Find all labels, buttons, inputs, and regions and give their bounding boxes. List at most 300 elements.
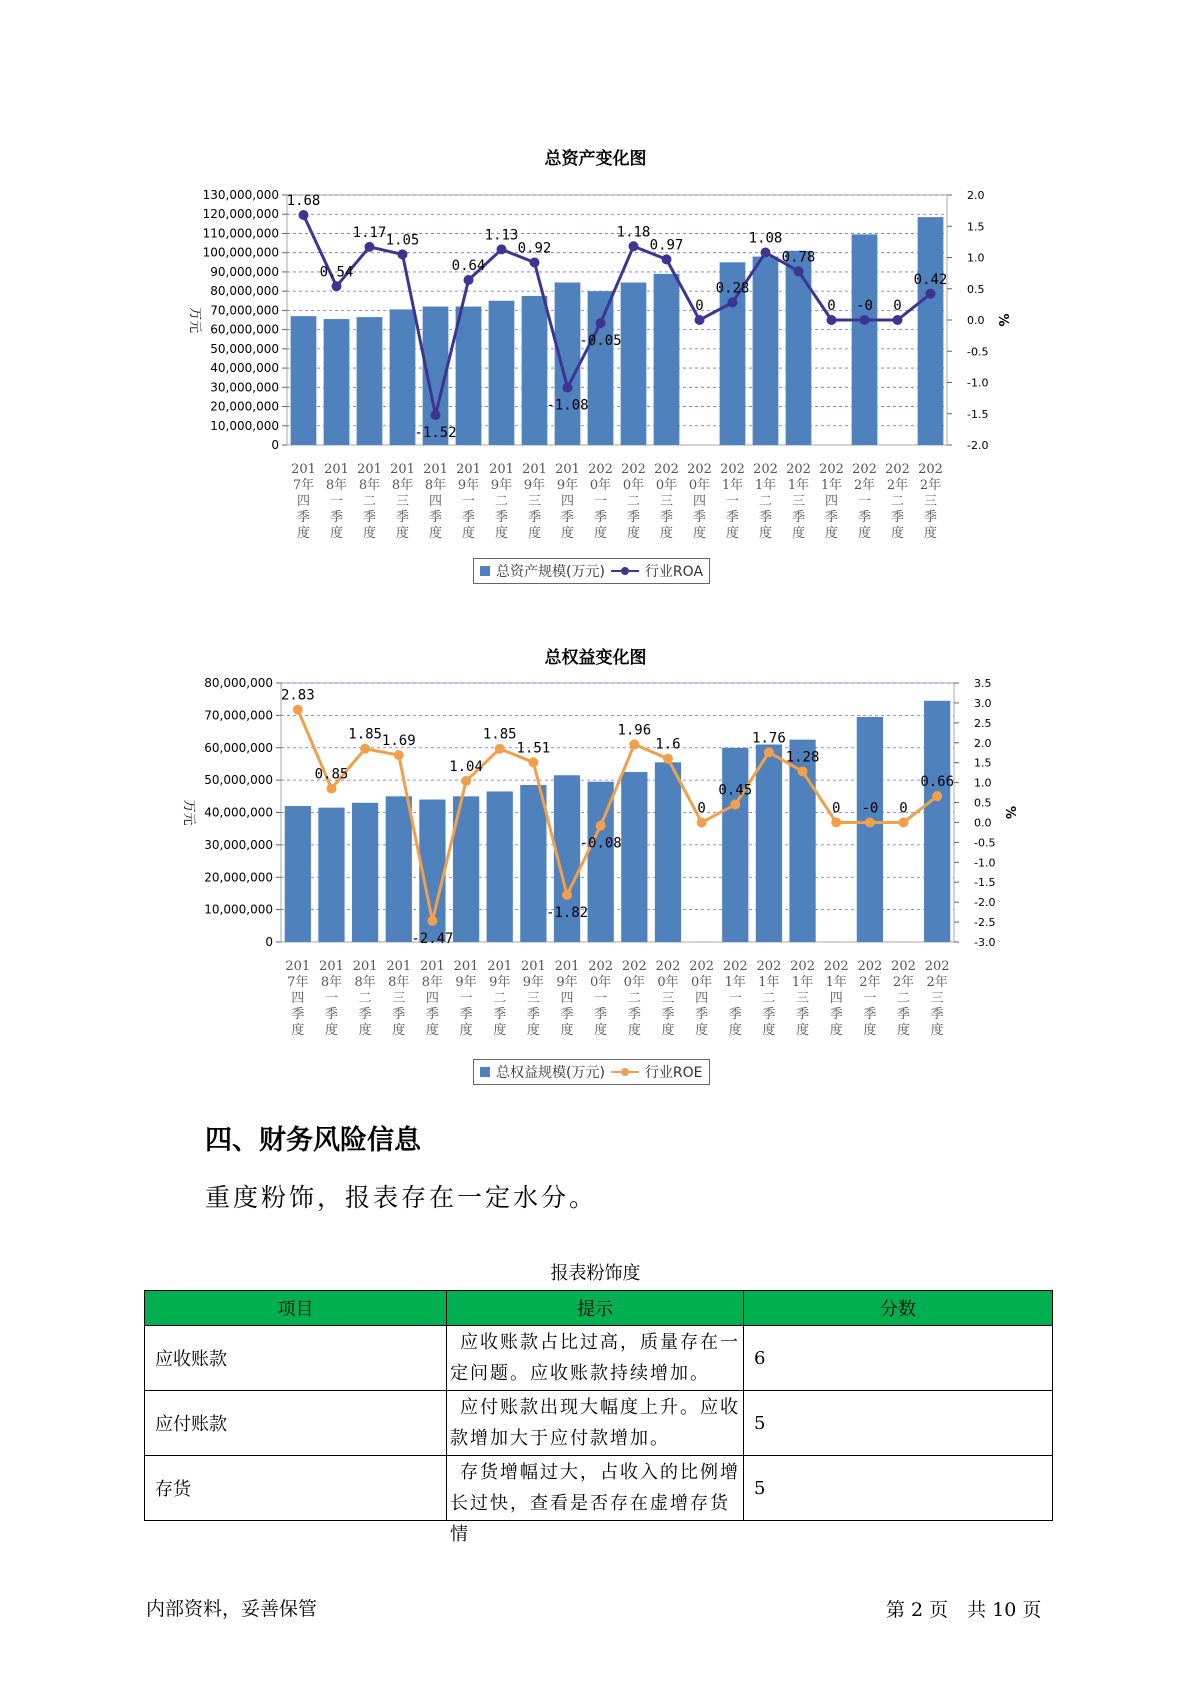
risk-summary: 重度粉饰，报表存在一定水分。 bbox=[205, 1183, 598, 1212]
data-label: -1.08 bbox=[546, 397, 589, 414]
x-tick-label: 四 bbox=[829, 991, 843, 1006]
line-point bbox=[663, 754, 673, 764]
x-tick-label: 季 bbox=[594, 1007, 608, 1022]
x-tick-label: 1年 bbox=[758, 975, 780, 990]
y2-axis-label: % bbox=[1002, 805, 1017, 820]
line-point bbox=[764, 747, 774, 757]
y-tick-label: 20,000,000 bbox=[204, 870, 273, 885]
x-tick-label: 度 bbox=[593, 526, 608, 541]
x-tick-label: 季 bbox=[796, 1007, 810, 1022]
x-tick-label: 度 bbox=[291, 1023, 305, 1038]
legend-bar-swatch bbox=[480, 566, 490, 576]
row-score: 5 bbox=[744, 1391, 1053, 1456]
x-tick-label: 季 bbox=[494, 510, 509, 525]
x-tick-label: 二 bbox=[890, 494, 905, 509]
x-tick-label: 2年 bbox=[886, 478, 909, 493]
x-tick-label: 202 bbox=[924, 959, 950, 974]
y2-tick-label: -2.5 bbox=[974, 916, 996, 930]
x-tick-label: 202 bbox=[918, 462, 943, 477]
x-tick-label: 季 bbox=[627, 1007, 641, 1022]
x-tick-label: 季 bbox=[863, 1007, 877, 1022]
data-label: -2.47 bbox=[411, 930, 454, 947]
x-tick-label: 0年 bbox=[657, 975, 679, 990]
x-tick-label: 201 bbox=[420, 959, 445, 974]
line-point bbox=[893, 315, 903, 325]
x-tick-label: 202 bbox=[720, 462, 745, 477]
x-tick-label: 一 bbox=[594, 991, 608, 1006]
x-tick-label: 8年 bbox=[325, 478, 348, 493]
y-tick-label: 70,000,000 bbox=[204, 708, 273, 723]
x-tick-label: 201 bbox=[487, 959, 513, 974]
x-tick-label: 二 bbox=[626, 494, 641, 509]
line-point bbox=[563, 383, 573, 393]
x-tick-label: 季 bbox=[661, 1007, 675, 1022]
x-tick-label: 四 bbox=[291, 991, 305, 1006]
y2-tick-label: 1.0 bbox=[967, 251, 985, 265]
x-tick-label: 季 bbox=[728, 1007, 742, 1022]
row-hint-text: 应收账款占比过高，质量存在一定问题。应收账款持续增加。 bbox=[450, 1332, 740, 1384]
line-point bbox=[860, 315, 870, 325]
x-tick-label: 一 bbox=[329, 494, 344, 509]
x-tick-label: 一 bbox=[461, 494, 476, 509]
x-tick-label: 1年 bbox=[820, 478, 843, 493]
x-tick-label: 8年 bbox=[388, 975, 410, 990]
data-label: 0.28 bbox=[715, 280, 750, 297]
y-tick-label: 0 bbox=[271, 438, 279, 452]
legend-line-label: 行业ROA bbox=[644, 564, 704, 580]
x-tick-label: 四 bbox=[425, 991, 439, 1006]
x-tick-label: 度 bbox=[923, 526, 938, 541]
x-tick-label: 二 bbox=[897, 991, 911, 1006]
chart-title-total-equity: 总权益变化图 bbox=[544, 648, 647, 668]
x-tick-label: 度 bbox=[857, 526, 872, 541]
x-tick-label: 度 bbox=[594, 1023, 608, 1038]
x-tick-label: 二 bbox=[494, 494, 509, 509]
y2-tick-label: 2.0 bbox=[967, 189, 985, 202]
x-tick-label: 二 bbox=[493, 991, 507, 1006]
y-tick-label: 90,000,000 bbox=[210, 264, 279, 279]
bar bbox=[456, 307, 482, 445]
x-tick-label: 三 bbox=[659, 494, 674, 509]
x-tick-label: 度 bbox=[395, 526, 410, 541]
x-tick-label: 季 bbox=[459, 1007, 473, 1022]
x-tick-label: 8年 bbox=[391, 478, 414, 493]
x-tick-label: 度 bbox=[890, 526, 905, 541]
bar bbox=[520, 785, 546, 942]
line-point bbox=[596, 318, 606, 328]
bar bbox=[352, 803, 378, 942]
x-tick-label: 度 bbox=[358, 1023, 372, 1038]
bar bbox=[390, 309, 416, 445]
legend-bar-label: 总权益规模(万元) bbox=[496, 1065, 605, 1081]
y-tick-label: 80,000,000 bbox=[204, 676, 273, 690]
x-tick-label: 202 bbox=[588, 959, 614, 974]
line-point bbox=[495, 744, 505, 754]
x-tick-label: 9年 bbox=[523, 478, 546, 493]
data-label: 1.68 bbox=[286, 193, 321, 209]
x-tick-label: 季 bbox=[659, 510, 674, 525]
x-tick-label: 季 bbox=[329, 510, 344, 525]
x-tick-label: 8年 bbox=[358, 478, 381, 493]
x-tick-label: 9年 bbox=[455, 975, 477, 990]
x-tick-label: 2年 bbox=[892, 975, 915, 990]
x-tick-label: 三 bbox=[527, 494, 542, 509]
y-tick-label: 130,000,000 bbox=[202, 188, 279, 202]
bar bbox=[285, 806, 311, 942]
x-tick-label: 1年 bbox=[825, 975, 847, 990]
line-point bbox=[831, 817, 841, 827]
x-tick-label: 季 bbox=[358, 1007, 372, 1022]
data-label: 1.85 bbox=[348, 726, 382, 743]
x-tick-label: 202 bbox=[588, 462, 613, 477]
x-tick-label: 度 bbox=[329, 526, 344, 541]
line-point bbox=[695, 315, 705, 325]
bar bbox=[318, 808, 344, 942]
line-point bbox=[827, 315, 837, 325]
y-tick-label: 50,000,000 bbox=[204, 773, 273, 788]
data-label: -1.82 bbox=[545, 904, 589, 921]
line-point bbox=[629, 739, 639, 749]
x-tick-label: 201 bbox=[386, 959, 412, 974]
x-tick-label: 季 bbox=[890, 510, 905, 525]
x-tick-label: 1年 bbox=[724, 975, 746, 990]
line-point bbox=[293, 705, 303, 715]
line-point bbox=[798, 766, 808, 776]
x-tick-label: 202 bbox=[655, 959, 681, 974]
x-tick-label: 四 bbox=[695, 991, 709, 1006]
x-tick-label: 202 bbox=[823, 959, 849, 974]
y2-tick-label: 1.0 bbox=[974, 776, 992, 790]
chart-legend-total-assets bbox=[473, 558, 710, 584]
x-tick-label: 0年 bbox=[688, 478, 711, 493]
y2-tick-label: -0.5 bbox=[967, 345, 989, 359]
table-header-row bbox=[145, 1291, 1053, 1326]
y2-tick-label: 2.0 bbox=[974, 736, 992, 750]
x-tick-label: 二 bbox=[358, 991, 372, 1006]
x-tick-label: 1年 bbox=[791, 975, 814, 990]
x-tick-label: 201 bbox=[291, 462, 316, 477]
x-tick-label: 一 bbox=[857, 494, 872, 509]
line-point bbox=[730, 800, 740, 810]
x-tick-label: 一 bbox=[728, 991, 742, 1006]
line-point bbox=[394, 750, 404, 760]
data-label: 0 bbox=[695, 298, 704, 314]
bar bbox=[522, 296, 548, 445]
x-tick-label: 度 bbox=[527, 526, 542, 541]
section-heading: 四、财务风险信息 bbox=[205, 1125, 421, 1156]
y2-tick-label: -1.5 bbox=[967, 407, 989, 421]
data-label: 1.85 bbox=[482, 726, 517, 743]
bar bbox=[489, 301, 515, 445]
bar bbox=[621, 283, 647, 446]
x-tick-label: 季 bbox=[493, 1007, 507, 1022]
bar bbox=[918, 217, 944, 445]
x-tick-label: 季 bbox=[824, 510, 839, 525]
x-tick-label: 三 bbox=[526, 991, 540, 1006]
x-tick-label: 1年 bbox=[754, 478, 777, 493]
row-item: 应收账款 bbox=[145, 1326, 447, 1391]
x-tick-label: 季 bbox=[527, 510, 542, 525]
bar bbox=[324, 319, 350, 445]
x-tick-label: 度 bbox=[560, 1023, 574, 1038]
data-label: 1.18 bbox=[616, 224, 651, 241]
x-tick-label: 度 bbox=[863, 1023, 877, 1038]
x-tick-label: 四 bbox=[692, 494, 707, 509]
x-tick-label: 季 bbox=[725, 510, 740, 525]
x-tick-label: 季 bbox=[392, 1007, 406, 1022]
x-tick-label: 三 bbox=[392, 991, 406, 1006]
x-tick-label: 季 bbox=[626, 510, 641, 525]
bar bbox=[852, 234, 878, 445]
legend-line-label: 行业ROE bbox=[644, 1065, 703, 1081]
x-tick-label: 202 bbox=[852, 462, 877, 477]
data-label: 0.85 bbox=[314, 766, 349, 783]
row-hint bbox=[447, 1391, 744, 1456]
data-label: 0.54 bbox=[319, 264, 354, 281]
data-label: 0 bbox=[893, 298, 902, 314]
chart-legend-total-equity bbox=[473, 1059, 710, 1085]
y-tick-label: 120,000,000 bbox=[202, 207, 279, 222]
line-point bbox=[728, 298, 738, 308]
line-point bbox=[562, 890, 572, 900]
y-tick-label: 20,000,000 bbox=[210, 399, 279, 414]
y2-tick-label: -3.0 bbox=[974, 936, 996, 949]
x-tick-label: 季 bbox=[791, 510, 806, 525]
x-tick-label: 8年 bbox=[354, 975, 376, 990]
x-tick-label: 四 bbox=[560, 991, 574, 1006]
x-tick-label: 0年 bbox=[690, 975, 713, 990]
x-tick-label: 8年 bbox=[421, 975, 444, 990]
x-tick-label: 二 bbox=[627, 991, 641, 1006]
data-label: -0 bbox=[856, 298, 873, 314]
x-tick-label: 季 bbox=[695, 1007, 709, 1022]
x-tick-label: 0年 bbox=[589, 478, 612, 493]
data-label: 1.51 bbox=[516, 740, 551, 757]
row-item: 存货 bbox=[145, 1456, 447, 1521]
x-tick-label: 度 bbox=[296, 526, 311, 541]
x-tick-label: 三 bbox=[796, 991, 810, 1006]
x-tick-label: 202 bbox=[786, 462, 811, 477]
bar bbox=[386, 796, 412, 942]
data-label: -0 bbox=[861, 800, 879, 817]
data-label: 0.78 bbox=[781, 249, 816, 266]
line-point bbox=[761, 248, 771, 258]
x-tick-label: 8年 bbox=[320, 975, 343, 990]
x-tick-label: 201 bbox=[390, 462, 415, 477]
line-point bbox=[794, 266, 804, 276]
y-tick-label: 60,000,000 bbox=[210, 322, 279, 337]
x-tick-label: 0年 bbox=[623, 975, 645, 990]
bar bbox=[621, 772, 647, 942]
x-tick-label: 202 bbox=[891, 959, 916, 974]
x-tick-label: 度 bbox=[626, 526, 641, 541]
line-point bbox=[899, 817, 909, 827]
x-tick-label: 季 bbox=[560, 510, 575, 525]
x-tick-label: 一 bbox=[324, 991, 338, 1006]
x-tick-label: 2年 bbox=[919, 478, 942, 493]
x-tick-label: 2年 bbox=[926, 975, 948, 990]
x-tick-label: 季 bbox=[758, 510, 773, 525]
x-tick-label: 一 bbox=[863, 991, 877, 1006]
x-tick-label: 二 bbox=[362, 494, 377, 509]
line-point bbox=[427, 916, 437, 926]
line-point bbox=[332, 281, 342, 291]
x-tick-label: 7年 bbox=[292, 478, 315, 493]
data-label: 0 bbox=[899, 800, 908, 817]
bar bbox=[756, 745, 782, 942]
x-tick-label: 202 bbox=[621, 959, 647, 974]
bar bbox=[291, 316, 317, 445]
bar bbox=[487, 791, 513, 942]
header-item: 项目 bbox=[145, 1291, 447, 1326]
x-tick-label: 201 bbox=[423, 462, 448, 477]
data-label: 1.28 bbox=[785, 749, 820, 766]
data-label: 1.05 bbox=[385, 232, 420, 249]
x-tick-label: 季 bbox=[930, 1007, 944, 1022]
row-hint bbox=[447, 1326, 744, 1391]
line-point bbox=[926, 289, 936, 299]
y2-axis-label: % bbox=[995, 313, 1010, 327]
y-tick-label: 40,000,000 bbox=[204, 805, 273, 820]
x-tick-label: 度 bbox=[392, 1023, 406, 1038]
data-label: 0.97 bbox=[649, 237, 684, 254]
y-tick-label: 110,000,000 bbox=[202, 226, 279, 241]
x-tick-label: 季 bbox=[461, 510, 476, 525]
y2-tick-label: 1.5 bbox=[967, 220, 985, 234]
y2-tick-label: 0.0 bbox=[974, 816, 992, 830]
x-tick-label: 度 bbox=[661, 1023, 675, 1038]
bar bbox=[924, 701, 950, 942]
x-tick-label: 度 bbox=[362, 526, 377, 541]
line-point bbox=[497, 244, 507, 254]
y-tick-label: 60,000,000 bbox=[204, 740, 273, 755]
bar bbox=[654, 274, 680, 445]
x-tick-label: 201 bbox=[555, 462, 580, 477]
data-label: 0.42 bbox=[913, 271, 948, 288]
row-hint bbox=[447, 1456, 744, 1545]
x-tick-label: 202 bbox=[689, 959, 715, 974]
data-label: 1.76 bbox=[752, 730, 786, 747]
x-tick-label: 202 bbox=[790, 959, 815, 974]
x-tick-label: 201 bbox=[453, 959, 479, 974]
line-point bbox=[528, 757, 538, 767]
y2-tick-label: -1.0 bbox=[974, 856, 996, 870]
x-tick-label: 度 bbox=[695, 1023, 709, 1038]
line-point bbox=[629, 241, 639, 251]
x-tick-label: 201 bbox=[522, 462, 547, 477]
x-tick-label: 度 bbox=[627, 1023, 641, 1038]
x-tick-label: 三 bbox=[930, 991, 944, 1006]
line-point bbox=[662, 254, 672, 264]
y-axis-label: 万元 bbox=[181, 799, 196, 826]
data-label: -0.08 bbox=[579, 835, 622, 852]
y2-tick-label: 0.5 bbox=[967, 282, 985, 296]
x-tick-label: 一 bbox=[725, 494, 740, 509]
x-tick-label: 0年 bbox=[655, 478, 678, 493]
x-tick-label: 2年 bbox=[859, 975, 881, 990]
y2-tick-label: 0.5 bbox=[974, 796, 992, 810]
x-tick-label: 9年 bbox=[556, 975, 578, 990]
x-tick-label: 度 bbox=[560, 526, 575, 541]
x-tick-label: 1年 bbox=[787, 478, 810, 493]
x-tick-label: 7年 bbox=[287, 975, 309, 990]
data-label: 0 bbox=[697, 800, 706, 817]
x-tick-label: 201 bbox=[285, 959, 311, 974]
x-tick-label: 202 bbox=[722, 959, 748, 974]
x-tick-label: 三 bbox=[395, 494, 410, 509]
row-hint-text: 存货增幅过大，占收入的比例增长过快，查看是否存在虚增存货情 bbox=[450, 1462, 740, 1545]
x-tick-label: 201 bbox=[456, 462, 481, 477]
y2-tick-label: -0.5 bbox=[974, 836, 996, 850]
bar bbox=[857, 717, 883, 942]
x-tick-label: 度 bbox=[824, 526, 839, 541]
x-tick-label: 9年 bbox=[522, 975, 545, 990]
y-tick-label: 50,000,000 bbox=[210, 341, 279, 356]
x-tick-label: 度 bbox=[493, 1023, 507, 1038]
x-tick-label: 度 bbox=[459, 1023, 473, 1038]
table-caption: 报表粉饰度 bbox=[550, 1263, 641, 1284]
y2-tick-label: 3.5 bbox=[974, 677, 992, 690]
x-tick-label: 度 bbox=[829, 1023, 843, 1038]
x-tick-label: 202 bbox=[756, 959, 782, 974]
x-tick-label: 四 bbox=[824, 494, 839, 509]
x-tick-label: 9年 bbox=[556, 478, 579, 493]
data-label: 0 bbox=[832, 800, 841, 817]
line-point bbox=[299, 210, 309, 220]
data-label: 1.17 bbox=[352, 224, 387, 241]
data-label: 2.83 bbox=[280, 687, 315, 704]
data-label: -0.05 bbox=[579, 333, 622, 350]
line-point bbox=[697, 817, 707, 827]
x-tick-label: 季 bbox=[428, 510, 443, 525]
x-tick-label: 度 bbox=[725, 526, 740, 541]
line-point bbox=[596, 821, 606, 831]
x-tick-label: 202 bbox=[885, 462, 910, 477]
footer-confidential: 内部资料，妥善保管 bbox=[146, 1598, 318, 1620]
y-axis-label: 万元 bbox=[187, 306, 202, 334]
x-tick-label: 一 bbox=[593, 494, 608, 509]
x-tick-label: 季 bbox=[362, 510, 377, 525]
total-equity-chart bbox=[0, 672, 1191, 1092]
data-label: 1.69 bbox=[381, 733, 416, 750]
x-tick-label: 2年 bbox=[853, 478, 876, 493]
row-hint-text: 应付账款出现大幅度上升。应收款增加大于应付款增加。 bbox=[450, 1397, 740, 1449]
x-tick-label: 度 bbox=[692, 526, 707, 541]
y-tick-label: 10,000,000 bbox=[210, 418, 279, 433]
line-point bbox=[431, 410, 441, 420]
data-label: -1.52 bbox=[414, 425, 457, 441]
x-tick-label: 度 bbox=[526, 1023, 540, 1038]
x-tick-label: 四 bbox=[428, 494, 443, 509]
data-label: 1.96 bbox=[617, 722, 652, 739]
x-tick-label: 202 bbox=[687, 462, 712, 477]
x-tick-label: 度 bbox=[425, 1023, 439, 1038]
x-tick-label: 二 bbox=[758, 494, 773, 509]
bar bbox=[786, 251, 812, 445]
data-label: 1.08 bbox=[748, 230, 783, 247]
bar bbox=[722, 748, 748, 942]
x-tick-label: 度 bbox=[758, 526, 773, 541]
x-tick-label: 季 bbox=[829, 1007, 843, 1022]
data-label: 0.45 bbox=[718, 782, 753, 799]
y2-tick-label: 3.0 bbox=[974, 696, 992, 710]
x-tick-label: 度 bbox=[762, 1023, 776, 1038]
y2-tick-label: -1.0 bbox=[967, 376, 989, 390]
bar bbox=[655, 762, 681, 942]
footer-page-number: 第 2 页 共 10 页 bbox=[886, 1599, 1042, 1621]
legend-bar-label: 总资产规模(万元) bbox=[496, 564, 605, 580]
x-tick-label: 季 bbox=[324, 1007, 338, 1022]
